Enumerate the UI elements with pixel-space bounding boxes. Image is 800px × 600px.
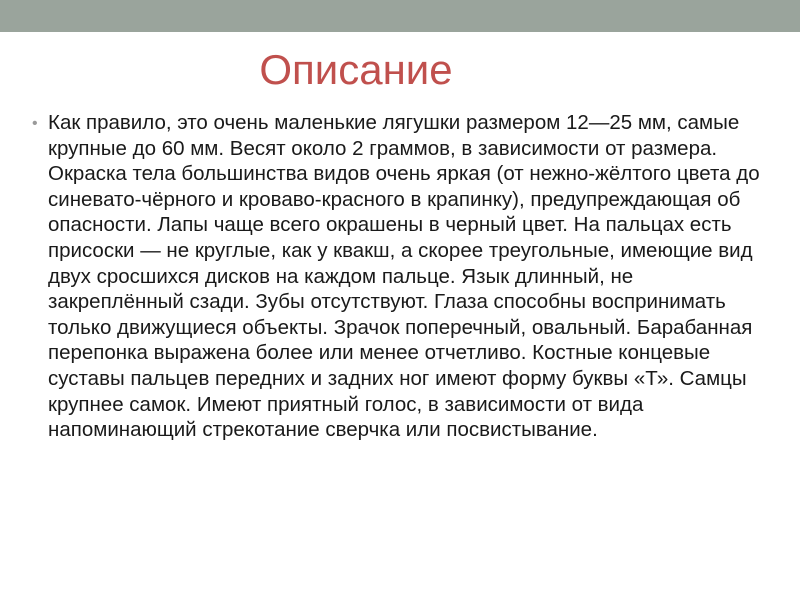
slide-title: Описание	[259, 46, 453, 93]
top-accent-bar	[0, 0, 800, 32]
bullet-dot-icon: •	[32, 115, 38, 132]
bullet-item	[32, 110, 772, 443]
slide-body	[32, 110, 772, 443]
bullet-text: Как правило, это очень маленькие лягушки размером 12—25 мм, самые крупные до 60 мм. Весят около 2 граммов, в зависимости от размера. Окраска тела большинства видов очень яркая (от нежно-жёлтого цвета до синевато-чёрного и кроваво-красного в крапинку), предупреждающая об опасности. Лапы чаще всего окрашены в черный цвет. На пальцах есть присоски — не круглые, как у квакш, а скорее треугольные, имеющие вид двух сросшихся дисков на каждом пальце. Язык длинный, не закреплённый сзади. Зубы отсутствуют. Глаза способны воспринимать только движущиеся объекты. Зрачок поперечный, овальный. Барабанная перепонка выражена более или менее отчетливо. Костные концевые суставы пальцев передних и задних ног имеют форму буквы «Т». Самцы крупнее самок. Имеют приятный голос, в зависимости от вида напоминающий стрекотание сверчка или посвистывание.	[48, 111, 760, 442]
